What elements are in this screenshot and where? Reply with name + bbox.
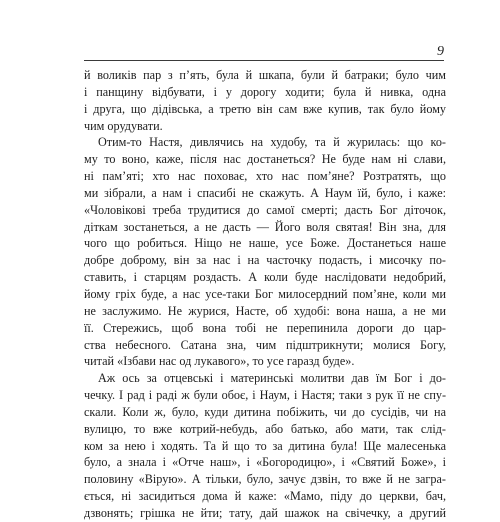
text-line: ства небесного. Сатана зна, чим підштрикнути; молися Богу,: [84, 337, 446, 352]
text-line: вулицю, то вже котрий-небудь, або батько, або мати, так слід-: [84, 421, 446, 436]
text-line: ні пам’яті; хто нас поховає, хто нас пом’яне? Розтратять, що: [84, 169, 446, 184]
text-line: Отим-то Настя, дивлячись на худобу, та й журилась: що ко-: [98, 135, 446, 150]
text-line: чим орудувати.: [84, 118, 163, 133]
text-line: му то воно, каже, після нас достанеться? Не буде нам ні слави,: [84, 152, 446, 167]
text-line: добре доброму, він за нас і на часточку подасть, і мисочку по-: [84, 253, 446, 268]
text-line: Аж ось за отцевські і материнські молитви дав їм Бог і до-: [98, 371, 446, 386]
body-text: [84, 67, 446, 522]
text-line: чого що робиться. Ніщо не наше, усе Боже. Достанеться наше: [84, 236, 446, 251]
text-line: дзвонять; грішка не йти; тату, дай шажок на свічечку, а другий: [84, 505, 446, 520]
text-line: «Чоловікові треба трудитися до самої смерті; дасть Бог діточок,: [84, 202, 446, 217]
text-line: і панщину відбувати, і у дорогу ходити; була й нивка, одна: [84, 84, 446, 99]
text-line: ком за нею і ходять. Та й що то за дитина була! Ще малесенька: [84, 438, 446, 453]
header-rule: [84, 60, 444, 61]
text-line: і друга, що дідівська, а третю він сам вже купив, так було йому: [84, 101, 446, 116]
text-line: ється, ні засидиться дома й каже: «Мамо, піду до церкви, бач,: [84, 489, 446, 504]
text-line: ставить, і старцям роздасть. А коли буде наслідовати недобрий,: [84, 270, 446, 285]
text-line: було, а знала і «Отче наш», і «Богородицю», і «Святий Боже», і: [84, 455, 446, 470]
text-line: діткам зостанеться, а не дасть — Його воля святая! Він зна, для: [84, 219, 446, 234]
text-line: читай «Ізбави нас од лукавого», то усе гаразд буде».: [84, 354, 355, 369]
text-line: чечку. І рад і раді ж були обоє, і Наум, і Настя; таки з рук її не спу-: [84, 388, 446, 403]
text-line: її. Стережись, щоб вона тобі не перепинила дороги до цар-: [84, 320, 446, 335]
text-line: й воликів пар з п’ять, була й шкапа, були й батраки; було чим: [84, 68, 446, 82]
text-line: скали. Коли ж, було, куди дитина побіжить, чи до сусідів, чи на: [84, 404, 446, 419]
text-line: половину «Вірую». А тільки, було, зачує дзвін, то вже й не загра-: [84, 472, 446, 487]
text-line: не заслужимо. Не журися, Насте, об худобі: вона наша, а не ми: [84, 303, 446, 318]
page-number: 9: [437, 44, 444, 59]
text-line: ми зібрали, а нам і спасибі не скажуть. А Наум їй, було, і каже:: [84, 185, 446, 200]
text-line: йому гріх буде, а нас усе-таки Бог милосердний пом’яне, коли ми: [84, 286, 446, 301]
